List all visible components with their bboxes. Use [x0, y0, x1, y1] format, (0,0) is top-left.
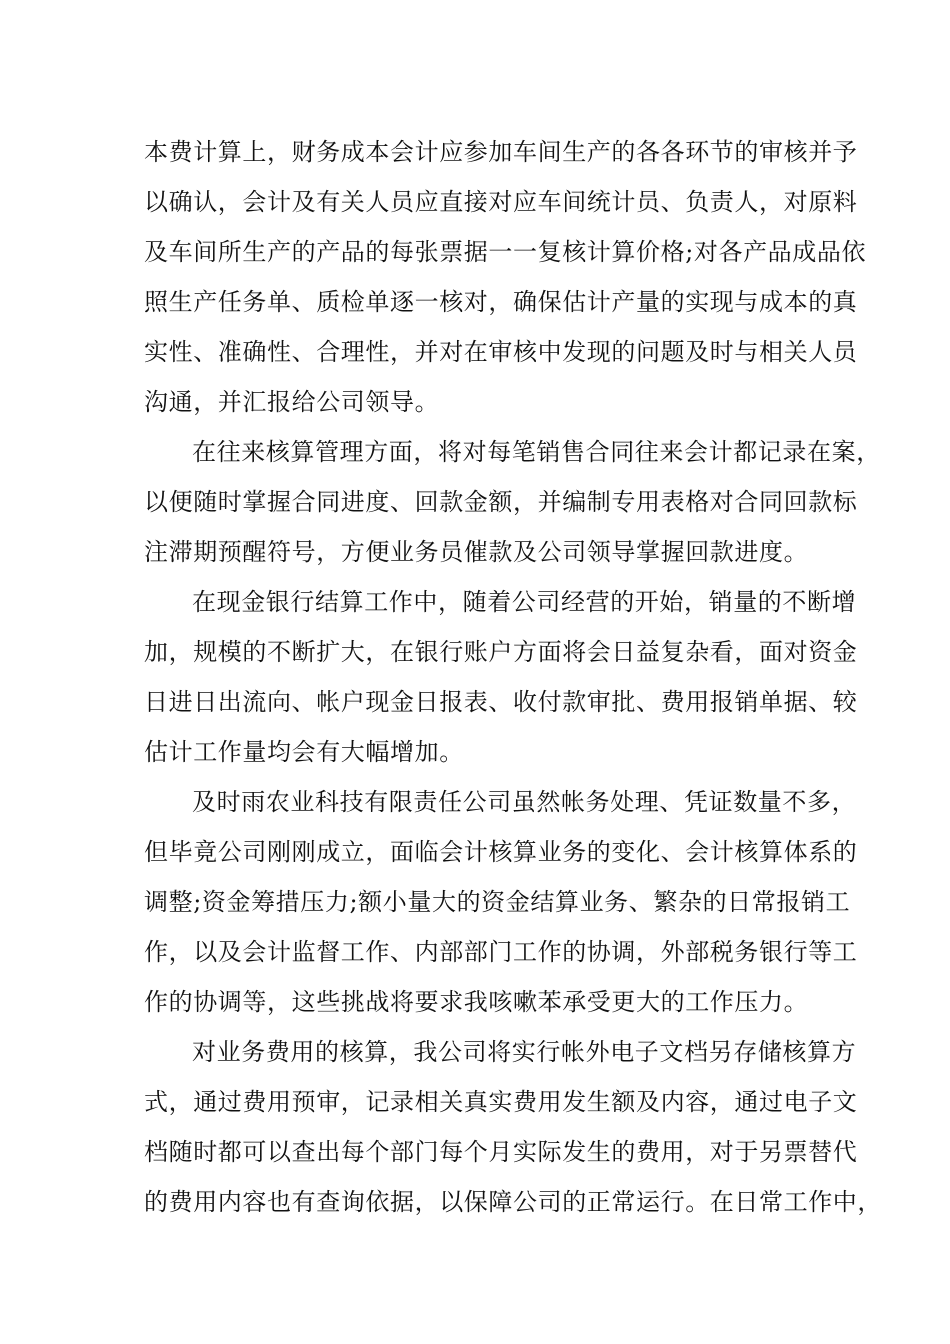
text-line: 以便随时掌握合同进度、回款金额，并编制专用表格对合同回款标: [144, 488, 858, 516]
text-line: 实性、准确性、合理性，并对在审核中发现的问题及时与相关人员: [144, 338, 858, 366]
paragraph-first-line: 对业务费用的核算，我公司将实行帐外电子文档另存储核算方: [192, 1038, 857, 1066]
text-line: 档随时都可以查出每个部门每个月实际发生的费用，对于另票替代: [144, 1138, 858, 1166]
text-line: 调整;资金筹措压力;额小量大的资金结算业务、繁杂的日常报销工: [144, 888, 851, 916]
text-line: 沟通，并汇报给公司领导。: [144, 388, 440, 416]
text-line: 本费计算上，财务成本会计应参加车间生产的各各环节的审核并予: [144, 138, 858, 166]
paragraph-first-line: 在现金银行结算工作中，随着公司经营的开始，销量的不断增: [192, 588, 857, 616]
text-line: 估计工作量均会有大幅增加。: [144, 738, 464, 766]
text-line: 作，以及会计监督工作、内部部门工作的协调，外部税务银行等工: [144, 938, 858, 966]
text-line: 照生产任务单、质检单逐一核对，确保估计产量的实现与成本的真: [144, 288, 858, 316]
text-line: 作的协调等，这些挑战将要求我咳嗽苯承受更大的工作压力。: [144, 988, 809, 1016]
text-line: 式，通过费用预审，记录相关真实费用发生额及内容，通过电子文: [144, 1088, 858, 1116]
text-line: 以确认，会计及有关人员应直接对应车间统计员、负责人，对原料: [144, 188, 858, 216]
text-line: 的费用内容也有查询依据，以保障公司的正常运行。在日常工作中，: [144, 1188, 882, 1216]
text-line: 但毕竟公司刚刚成立，面临会计核算业务的变化、会计核算体系的: [144, 838, 858, 866]
text-line: 及车间所生产的产品的每张票据一一复核计算价格;对各产品成品依: [144, 238, 867, 266]
paragraph-first-line: 及时雨农业科技有限责任公司虽然帐务处理、凭证数量不多，: [192, 788, 857, 816]
text-line: 加，规模的不断扩大，在银行账户方面将会日益复杂看，面对资金: [144, 638, 858, 666]
paragraph-first-line: 在往来核算管理方面，将对每笔销售合同往来会计都记录在案，: [192, 438, 881, 466]
text-line: 注滞期预醒符号，方便业务员催款及公司领导掌握回款进度。: [144, 538, 809, 566]
text-line: 日进日出流向、帐户现金日报表、收付款审批、费用报销单据、较: [144, 688, 858, 716]
